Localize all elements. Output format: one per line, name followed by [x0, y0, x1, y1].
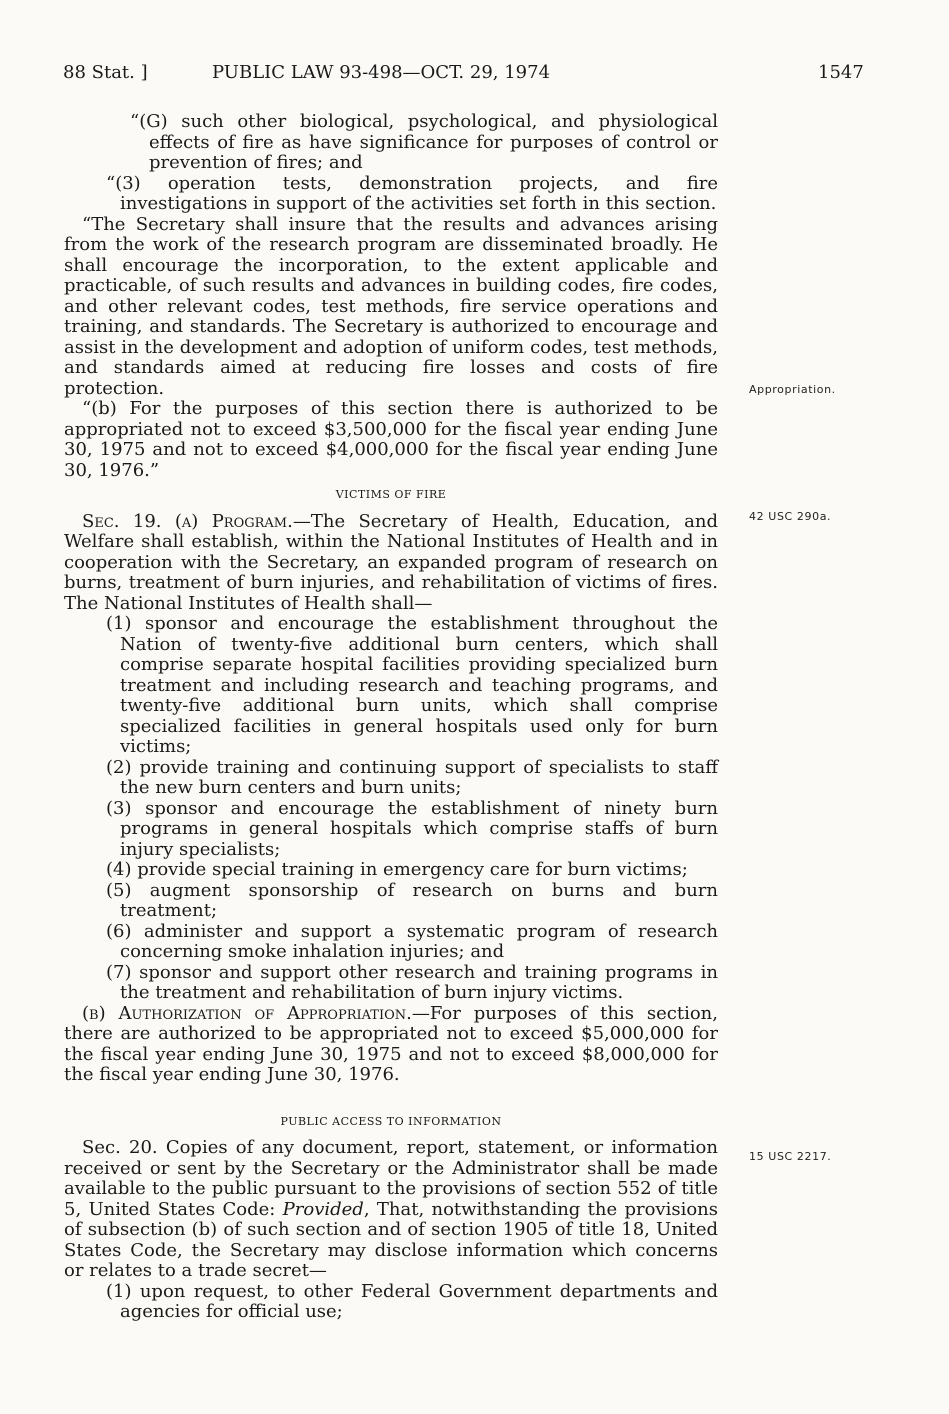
paragraph-g: “(G) such other biological, psychological, and physiological effects of fire as have significance for purposes of control or prevention of fires; and — [130, 111, 718, 173]
list-item: (1) upon request, to other Federal Government departments and agencies for official use; — [106, 1280, 718, 1322]
list-item: (1) sponsor and encourage the establishment throughout the Nation of twenty-five additional burn centers, which shall comprise separate hospital facilities providing specialized burn treatment and including research and teaching programs, and twenty-five additional burn units, which shall comprise specialized facilities in general hospitals used only for burn victims; — [106, 613, 718, 757]
heading-public-access: PUBLIC ACCESS TO INFORMATION — [280, 1114, 502, 1128]
section-20-provided: Provided — [282, 1198, 364, 1220]
body-text — [64, 112, 718, 1323]
spacer — [64, 1086, 718, 1108]
list-item: (5) augment sponsorship of research on burns and burn treatment; — [106, 879, 718, 921]
heading-victims-of-fire: VICTIMS OF FIRE — [335, 488, 447, 501]
section-19-b — [64, 1004, 718, 1086]
section-19-b-text: —For purposes of this section, there are authorized to be appropriated not to exceed $5,000,000 for the fiscal year ending June 30, 1975 and not to exceed $8,000,000 for the fiscal year ending June 30, 1976. — [64, 1002, 718, 1085]
paragraph-dissemination: “The Secretary shall insure that the results and advances arising from the work of the research program are disseminated broadly. He shall encourage the incorporation, to the extent applicable and practicable, of such results and advances in building codes, fire codes, and other relevant codes, test methods, fire service operations and training, and standards. The Secretary is authorized to encourage and assist in the development and adoption of uniform codes, test methods, and standards aimed at reducing fire losses and costs of fire protection. — [64, 213, 718, 399]
section-20 — [64, 1138, 718, 1282]
page-title: PUBLIC LAW 93-498—OCT. 29, 1974 — [212, 62, 551, 83]
margin-note-15-usc-2217: 15 USC 2217. — [749, 1150, 832, 1163]
list-item: (4) provide special training in emergency care for burn victims; — [106, 859, 688, 880]
list-item: (2) provide training and continuing support of specialists to staff the new burn centers and burn units; — [106, 756, 718, 798]
section-19-b-label: (b) Authorization of Appropriation. — [82, 1002, 412, 1024]
list-item: (3) sponsor and encourage the establishment of ninety burn programs in general hospitals which comprise staffs of burn injury specialists; — [106, 797, 718, 860]
section-19-text: —The Secretary of Health, Education, and Welfare shall establish, within the National Institutes of Health and in cooperation with the Secretary, an expanded program of research on burns, treatment of burn injuries, and rehabilitation of victims of fires. The National Institutes of Health shall— — [64, 510, 718, 614]
paragraph-3: “(3) operation tests, demonstration projects, and fire investigations in support of the activities set forth in this section. — [106, 172, 718, 214]
section-19-label: Sec. 19. (a) Program. — [82, 510, 293, 532]
list-item: (7) sponsor and support other research and training programs in the treatment and rehabilitation of burn injury victims. — [106, 961, 718, 1003]
section-19-a — [64, 512, 718, 615]
page-number: 1547 — [818, 62, 864, 83]
section-20-text-b: , That, notwithstanding the provisions of subsection (b) of such section and of section 1905 of title 18, United States Code, the Secretary may disclose information which concerns or relates to a trade secret— — [64, 1198, 718, 1281]
section-20-text-a: Sec. 20. Copies of any document, report, statement, or information received or sent by the Secretary or the Administrator shall be made available to the public pursuant to the provisions of section 552 of title 5, United States Code: — [64, 1137, 718, 1220]
list-item: (6) administer and support a systematic program of research concerning smoke inhalation injuries; and — [106, 920, 718, 962]
margin-note-appropriation: Appropriation. — [749, 383, 836, 396]
paragraph-b-appropriation: “(b) For the purposes of this section there is authorized to be appropriated not to exceed $3,500,000 for the fiscal year ending June 30, 1975 and not to exceed $4,000,000 for the fiscal year ending June 30, 1976.” — [64, 398, 718, 481]
statute-reference: 88 Stat. ] — [63, 62, 148, 83]
margin-note-42-usc-290a: 42 USC 290a. — [749, 510, 832, 523]
